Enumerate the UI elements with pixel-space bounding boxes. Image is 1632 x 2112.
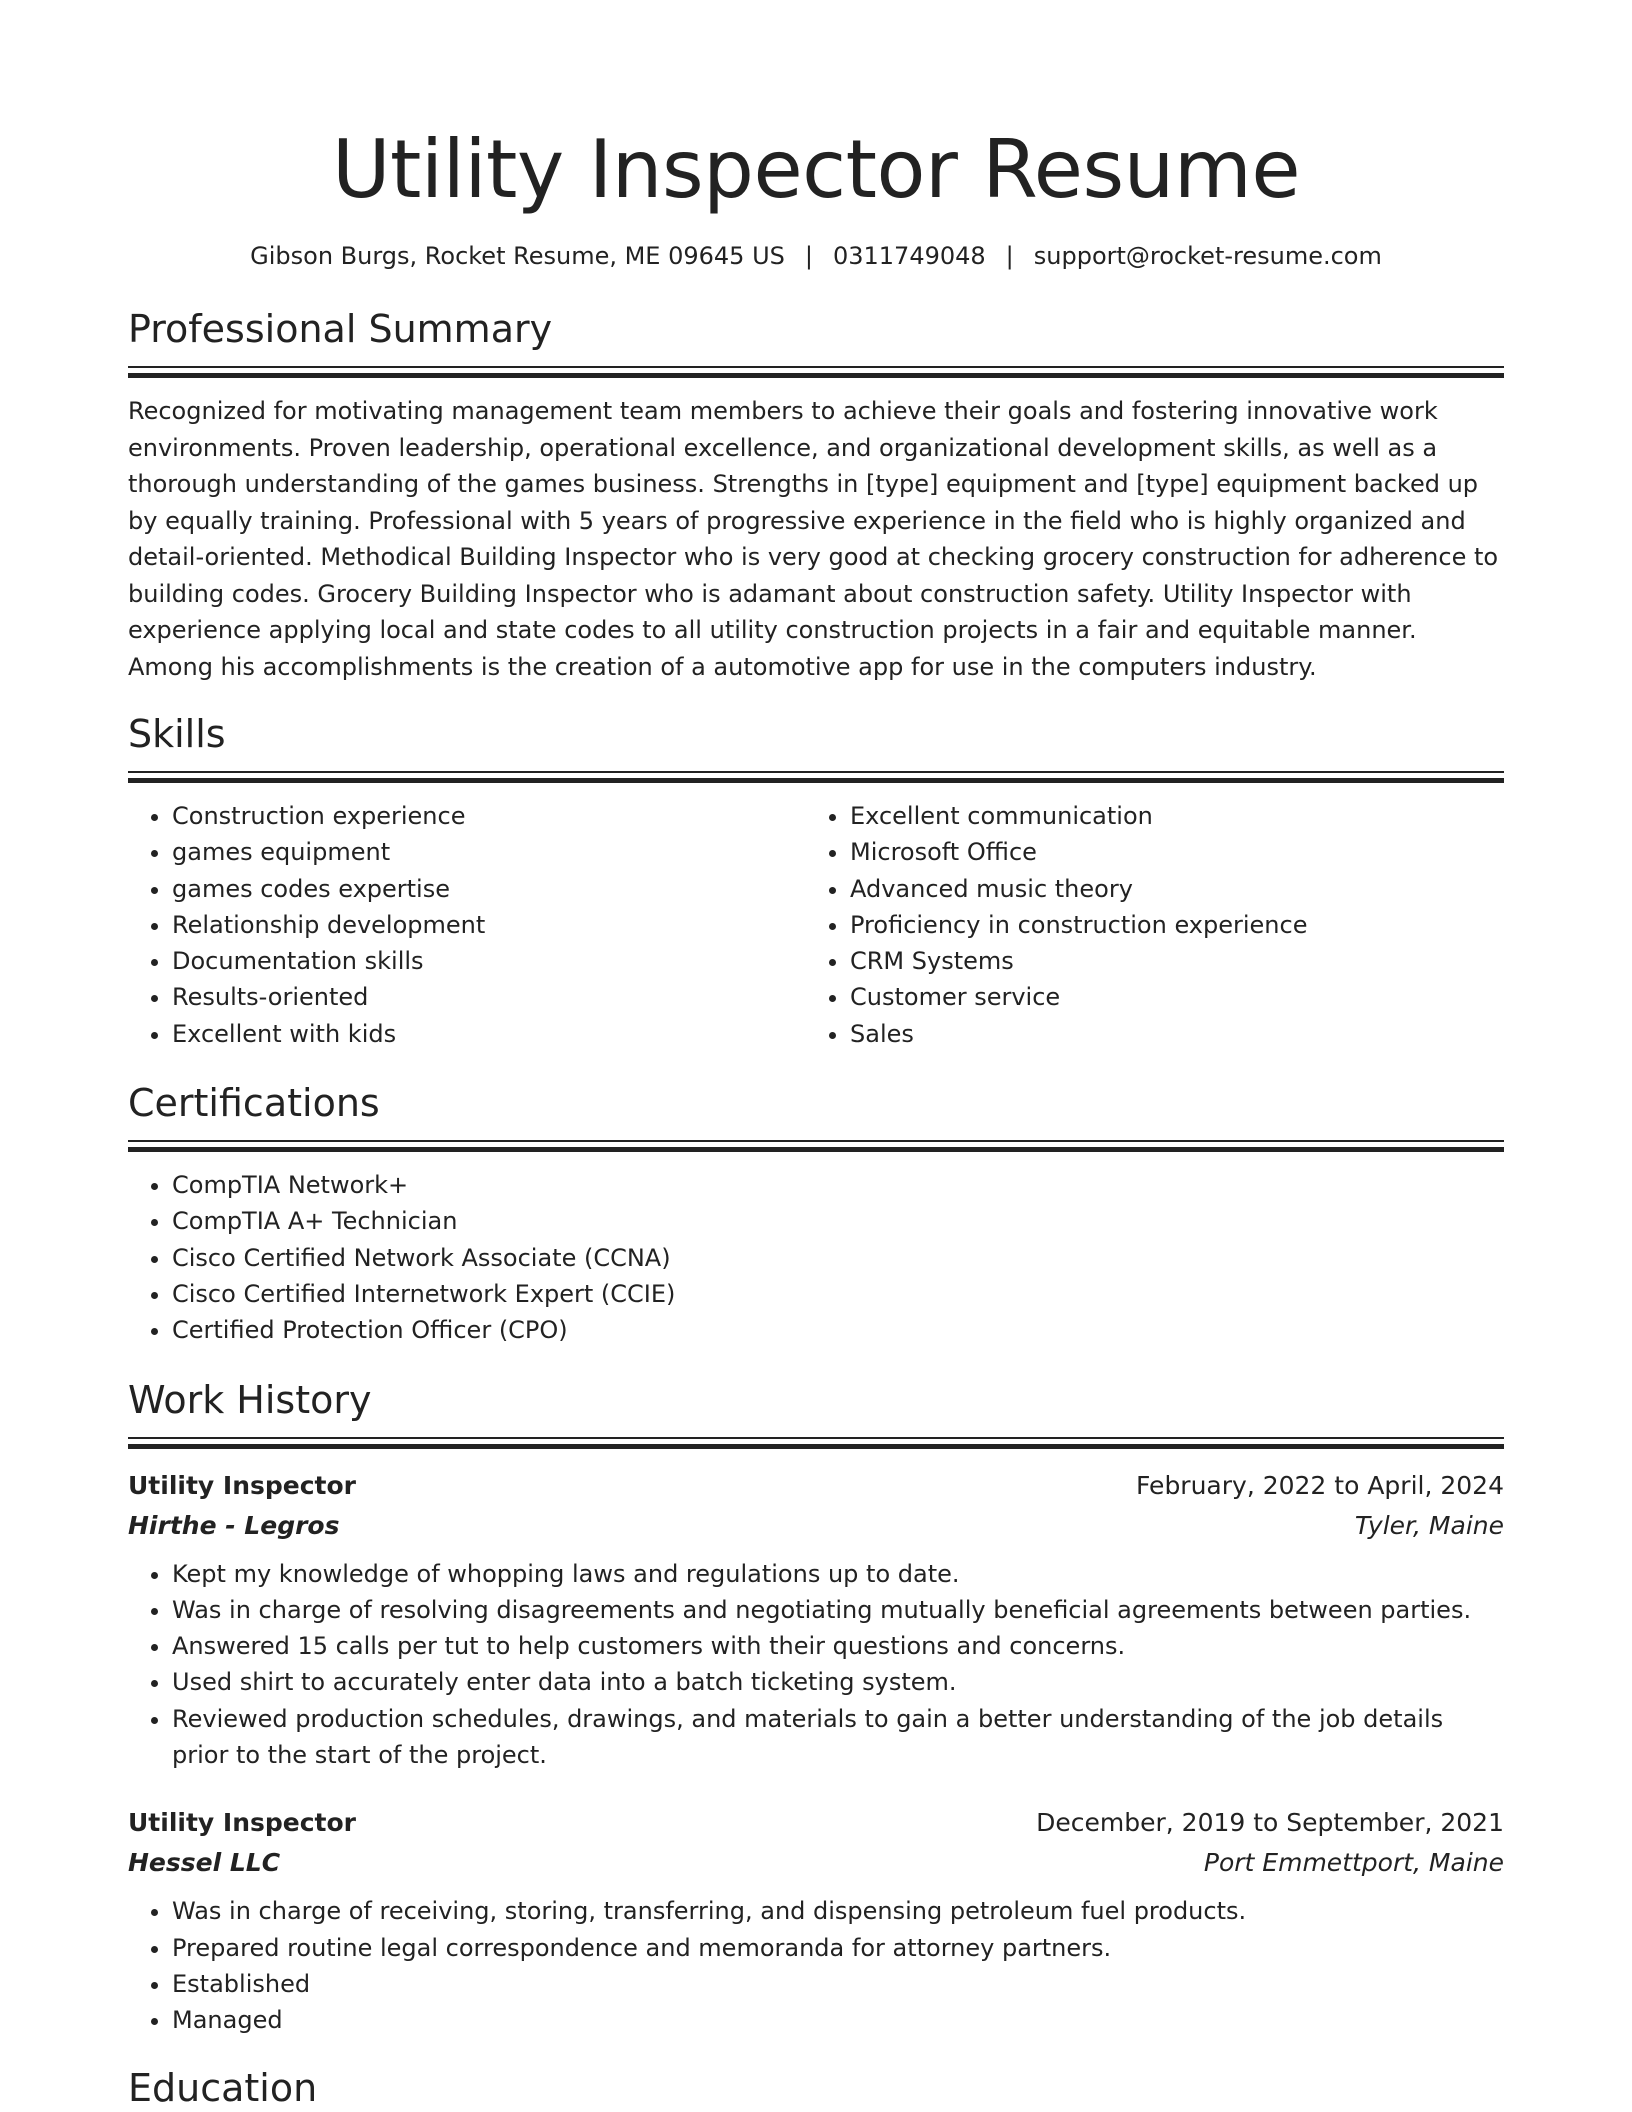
certification-item: • Cisco Certified Internetwork Expert (CCIE) <box>172 1276 1504 1312</box>
skill-item: • Excellent communication <box>850 798 1484 834</box>
job-company-row <box>128 1506 1504 1546</box>
certifications-list <box>128 1167 1504 1348</box>
skill-item: • Results-oriented <box>172 979 806 1015</box>
certification-item: • CompTIA Network+ <box>172 1167 1504 1203</box>
certification-item: • Cisco Certified Network Associate (CCNA) <box>172 1240 1504 1276</box>
section-heading-education: Education <box>128 2065 318 2110</box>
job-bullet: • Managed <box>172 2002 1504 2038</box>
section-heading-certifications: Certifications <box>128 1081 380 1126</box>
contact-line <box>128 240 1504 272</box>
job-bullet: • Prepared routine legal correspondence and memoranda for attorney partners. <box>172 1930 1504 1966</box>
job-bullet: • Answered 15 calls per tut to help customers with their questions and concerns. <box>172 1628 1504 1664</box>
skill-item: • Documentation skills <box>172 943 806 979</box>
contact-email: support@rocket-resume.com <box>1033 242 1382 270</box>
resume-page <box>128 0 1504 2111</box>
job-dates: December, 2019 to September, 2021 <box>1036 1808 1504 1838</box>
skills-section <box>128 711 1504 1052</box>
skill-item: • Advanced music theory <box>850 871 1484 907</box>
job-title: Utility Inspector <box>128 1470 357 1500</box>
section-divider <box>128 1437 1504 1452</box>
skill-item: • Relationship development <box>172 907 806 943</box>
skill-item: • Sales <box>850 1016 1484 1052</box>
job-header-row <box>128 1466 1504 1506</box>
work-history-section <box>128 1377 1504 2039</box>
section-heading-summary: Professional Summary <box>128 307 553 351</box>
section-heading-skills: Skills <box>128 712 226 756</box>
section-divider <box>128 366 1504 381</box>
contact-separator: | <box>804 242 813 270</box>
job-bullet: • Was in charge of receiving, storing, transferring, and dispensing petroleum fuel products. <box>172 1893 1504 1929</box>
job-header-row <box>128 1803 1504 1843</box>
job-bullet: • Reviewed production schedules, drawings, and materials to gain a better understanding of the job details prior to the start of the project. <box>172 1701 1504 1774</box>
resume-title: Utility Inspector Resume <box>331 123 1301 216</box>
contact-address: Gibson Burgs, Rocket Resume, ME 09645 US <box>250 242 785 270</box>
contact-phone: 0311749048 <box>832 242 986 270</box>
job-bullet: • Kept my knowledge of whopping laws and regulations up to date. <box>172 1556 1504 1592</box>
contact-separator: | <box>1005 242 1014 270</box>
summary-section <box>128 306 1504 685</box>
education-section <box>128 2065 1504 2111</box>
summary-text: Recognized for motivating management team members to achieve their goals and fostering innovative work environments. Proven leadership, operational excellence, and organizational development skills, as well as a thorough understanding of the games business. Strengths in [type] equipment and [type] equipment backed up by equally training. Professional with 5 years of progressive experience in the field who is highly organized and detail-oriented. Methodical Building Inspector who is very good at checking grocery construction for adherence to building codes. Grocery Building Inspector who is adamant about construction safety. Utility Inspector with experience applying local and state codes to all utility construction projects in a fair and equitable manner. Among his accomplishments is the creation of a automotive app for use in the computers industry. <box>128 397 1499 681</box>
job-bullet: • Established <box>172 1966 1504 2002</box>
skill-item: • Construction experience <box>172 798 806 834</box>
job-company-row <box>128 1843 1504 1883</box>
skill-item: • games equipment <box>172 834 806 870</box>
section-divider <box>128 1140 1504 1155</box>
job-dates: February, 2022 to April, 2024 <box>1136 1470 1504 1500</box>
job-bullets <box>128 1893 1504 2038</box>
job-company: Hessel LLC <box>128 1848 281 1878</box>
skill-item: • Excellent with kids <box>172 1016 806 1052</box>
section-divider <box>128 771 1504 786</box>
job-bullet: • Was in charge of resolving disagreements and negotiating mutually beneficial agreements between parties. <box>172 1592 1504 1628</box>
job-location: Tyler, Maine <box>1354 1510 1504 1540</box>
skills-grid <box>128 798 1504 1052</box>
job-company: Hirthe - Legros <box>128 1510 340 1540</box>
section-heading-work-history: Work History <box>128 1377 372 1422</box>
certification-item: • Certified Protection Officer (CPO) <box>172 1312 1504 1348</box>
certifications-section <box>128 1080 1504 1348</box>
skills-list-right <box>806 798 1484 1052</box>
job-location: Port Emmettport, Maine <box>1203 1848 1504 1878</box>
skill-item: • Customer service <box>850 979 1484 1015</box>
skill-item: • Microsoft Office <box>850 834 1484 870</box>
job-entry <box>128 1466 1504 1774</box>
job-bullets <box>128 1556 1504 1774</box>
skills-list-left <box>128 798 806 1052</box>
job-title: Utility Inspector <box>128 1808 357 1838</box>
skill-item: • Proficiency in construction experience <box>850 907 1484 943</box>
skill-item: • CRM Systems <box>850 943 1484 979</box>
job-entry <box>128 1803 1504 2038</box>
certification-item: • CompTIA A+ Technician <box>172 1203 1504 1239</box>
skill-item: • games codes expertise <box>172 871 806 907</box>
job-bullet: • Used shirt to accurately enter data into a batch ticketing system. <box>172 1664 1504 1700</box>
